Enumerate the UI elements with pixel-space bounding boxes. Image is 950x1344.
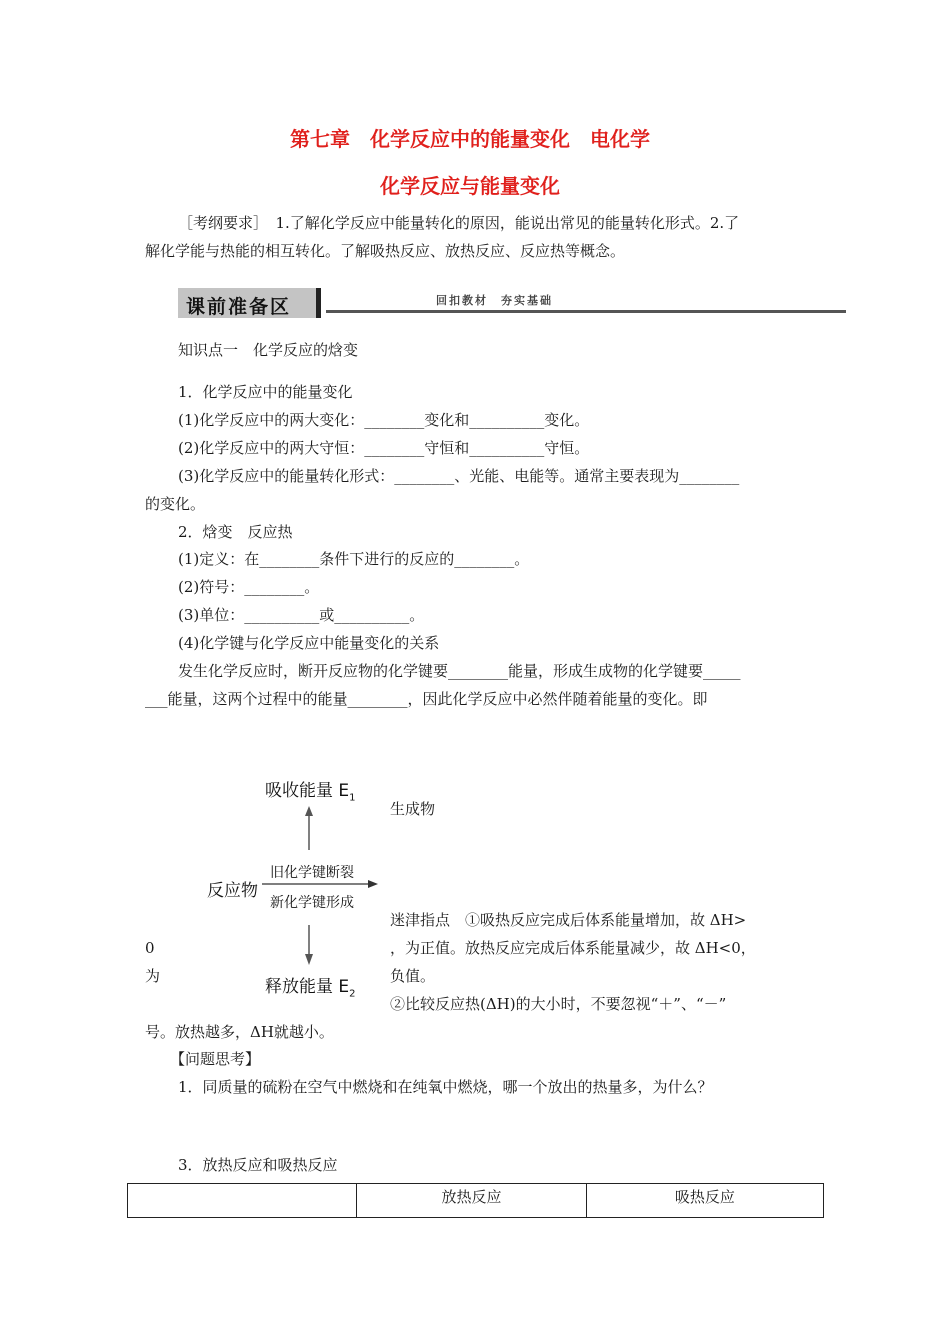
text-line-9: (3)单位：__________或__________。 [178,606,425,624]
absorb-energy-text: 吸收能量 E [265,781,350,801]
release-energy-label [265,972,356,999]
release-energy-subscript: 2 [349,988,356,1000]
banner-rule [316,288,850,320]
banner-subtitle: 回扣教材 夯实基础 [436,294,553,307]
banner-label: 课前准备区 [186,296,292,318]
reaction-table [127,1183,824,1218]
text-line-10: (4)化学键与化学反应中能量变化的关系 [178,634,440,652]
release-energy-text: 释放能量 E [265,977,350,997]
tip-line-2: ，为正值。放热反应完成后体系能量减少，故 ΔH<0， [390,939,756,957]
text-line-7: (1)定义：在________条件下进行的反应的________。 [178,550,530,568]
text-line-12: ___能量，这两个过程中的能量________，因此化学反应中必然伴随着能量的变化。即 [145,690,708,708]
section3-heading: 3．放热反应和吸热反应 [178,1156,338,1174]
horizontal-arrow [262,878,382,890]
table-header-endothermic: 吸热反应 [586,1184,823,1218]
tip-line-5: 号。放热越多，ΔH就越小。 [145,1023,334,1041]
lesson-title: 化学反应与能量变化 [380,174,560,198]
text-line-2: (1)化学反应中的两大变化：________变化和__________变化。 [178,411,590,429]
tip-wei: 为 [145,967,161,985]
table-header-empty [128,1184,357,1218]
absorb-energy-subscript: 1 [349,792,356,804]
text-line-1: 1．化学反应中的能量变化 [178,383,353,401]
reactant-label: 反应物 [207,881,258,901]
question-label: 【问题思考】 [170,1050,261,1068]
section-heading: 知识点一 化学反应的焓变 [178,341,359,359]
requirements-line-1: ［考纲要求］ 1.了解化学反应中能量转化的原因，能说出常见的能量转化形式。2.了 [178,214,740,232]
tip-line-1: 迷津指点 ①吸热反应完成后体系能量增加，故 ΔH> [390,911,747,929]
chapter-title: 第七章 化学反应中的能量变化 电化学 [290,127,650,151]
tip-line-3: 负值。 [390,967,436,985]
table-header-exothermic: 放热反应 [357,1184,586,1218]
text-line-5: 的变化。 [145,495,206,513]
text-line-6: 2．焓变 反应热 [178,523,293,541]
text-line-11: 发生化学反应时，断开反应物的化学键要________能量，形成生成物的化学键要_____ [178,662,741,680]
text-line-3: (2)化学反应中的两大守恒：________守恒和__________守恒。 [178,439,590,457]
text-line-8: (2)符号：________。 [178,578,320,596]
text-line-4: (3)化学反应中的能量转化形式：________、光能、电能等。通常主要表现为________ [178,467,740,485]
product-label: 生成物 [390,800,436,818]
bond-form-label: 新化学键形成 [270,895,354,911]
question-1: 1．同质量的硫粉在空气中燃烧和在纯氧中燃烧，哪一个放出的热量多，为什么？ [178,1078,713,1096]
bond-break-label: 旧化学键断裂 [270,865,354,881]
tip-zero: 0 [145,939,155,957]
tip-line-4: ②比较反应热(ΔH)的大小时，不要忽视“＋”、“－” [390,995,727,1013]
table-row [128,1184,824,1218]
requirements-line-2: 解化学能与热能的相互转化。了解吸热反应、放热反应、反应热等概念。 [145,242,626,260]
